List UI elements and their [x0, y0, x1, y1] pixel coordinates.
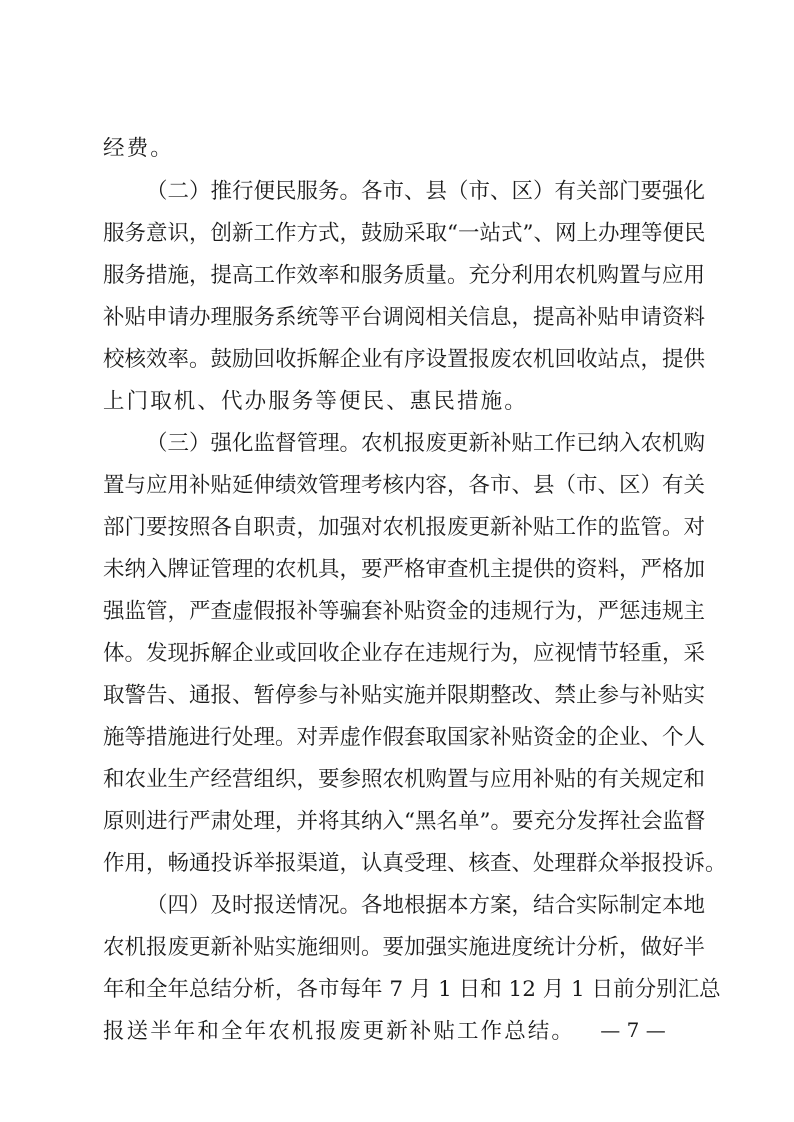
paragraph-line: 原则进行严肃处理，并将其纳入“黑名单”。要充分发挥社会监督: [103, 809, 706, 834]
paragraph-line: 部门要按照各自职责，加强对农机报废更新补贴工作的监管。对: [103, 515, 706, 540]
paragraph-line: 和农业生产经营组织，要参照农机购置与应用补贴的有关规定和: [103, 767, 706, 792]
paragraph-line: 报送半年和全年农机报废更新补贴工作总结。: [103, 1019, 576, 1044]
paragraph-line: （二）推行便民服务。各市、县（市、区）有关部门要强化: [146, 179, 706, 204]
page-number: — 7 —: [600, 1018, 666, 1042]
paragraph-line: 农机报废更新补贴实施细则。要加强实施进度统计分析，做好半: [103, 935, 706, 960]
paragraph-line: 置与应用补贴延伸绩效管理考核内容，各市、县（市、区）有关: [103, 473, 706, 498]
paragraph-line: 补贴申请办理服务系统等平台调阅相关信息，提高补贴申请资料: [103, 305, 706, 330]
paragraph-line: 年和全年总结分析，各市每年 7 月 1 日和 12 月 1 日前分别汇总: [103, 977, 721, 1002]
paragraph-line: 强监管，严查虚假报补等骗套补贴资金的违规行为，严惩违规主: [103, 599, 706, 624]
paragraph-line: 校核效率。鼓励回收拆解企业有序设置报废农机回收站点，提供: [103, 347, 706, 372]
paragraph-line: 服务措施，提高工作效率和服务质量。充分利用农机购置与应用: [103, 263, 706, 288]
paragraph-line: 体。发现拆解企业或回收企业存在违规行为，应视情节轻重，采: [103, 641, 706, 666]
paragraph-line: （三）强化监督管理。农机报废更新补贴工作已纳入农机购: [146, 431, 706, 456]
paragraph-line: （四）及时报送情况。各地根据本方案，结合实际制定本地: [146, 893, 706, 918]
paragraph-line: 服务意识，创新工作方式，鼓励采取“一站式”、网上办理等便民: [103, 221, 706, 246]
paragraph-line: 未纳入牌证管理的农机具，要严格审查机主提供的资料，严格加: [103, 557, 706, 582]
paragraph-line: 作用，畅通投诉举报渠道，认真受理、核查、处理群众举报投诉。: [103, 851, 727, 876]
paragraph-line: 经费。: [103, 136, 174, 161]
paragraph-line: 施等措施进行处理。对弄虚作假套取国家补贴资金的企业、个人: [103, 725, 706, 750]
paragraph-line: 上门取机、代办服务等便民、惠民措施。: [103, 389, 528, 414]
paragraph-line: 取警告、通报、暂停参与补贴实施并限期整改、禁止参与补贴实: [103, 683, 706, 708]
